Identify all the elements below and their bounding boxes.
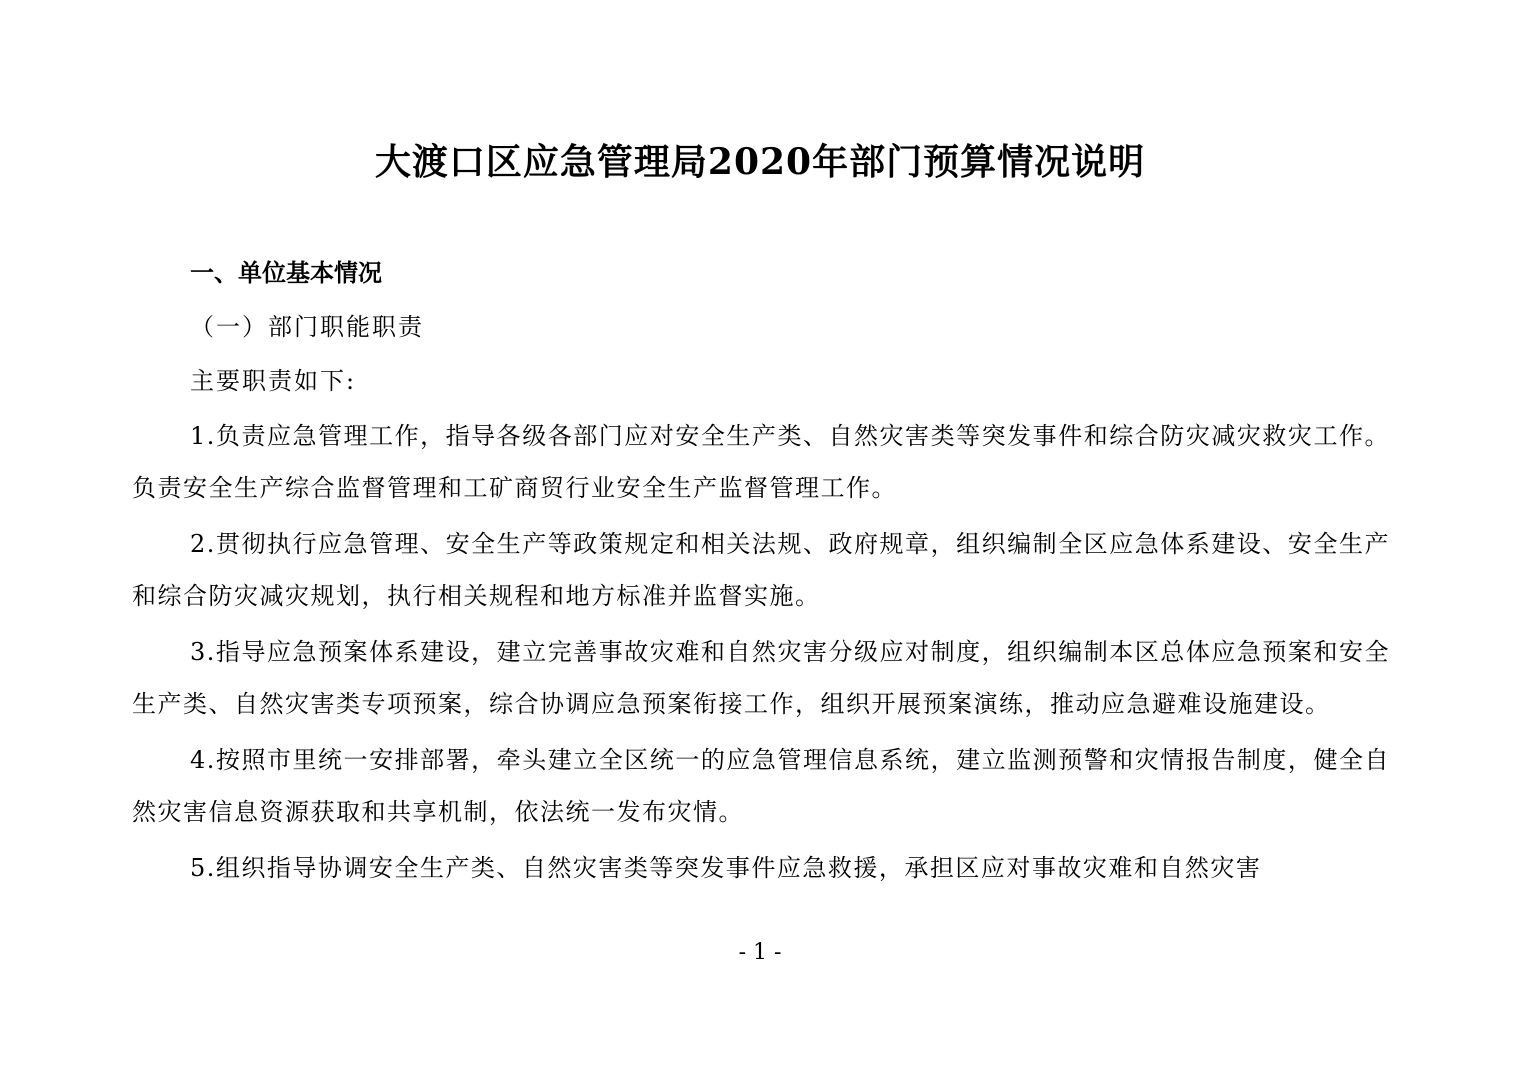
section-heading: 一、单位基本情况 (190, 259, 382, 287)
paragraph-1: 1.负责应急管理工作，指导各级各部门应对安全生产类、自然灾害类等突发事件和综合防灾减灾救灾工作。负责安全生产综合监督管理和工矿商贸行业安全生产监督管理工作。 (132, 422, 1390, 502)
paragraph-3: 3.指导应急预案体系建设，建立完善事故灾难和自然灾害分级应对制度，组织编制本区总体应急预案和安全生产类、自然灾害类专项预案，综合协调应急预案衔接工作，组织开展预案演练，推动应急避难设施建设。 (132, 638, 1390, 718)
paragraph-5: 5.组织指导协调安全生产类、自然灾害类等突发事件应急救援，承担区应对事故灾难和自然灾害 (190, 854, 1262, 882)
document-title: 大渡口区应急管理局2020年部门预算情况说明 (374, 141, 1146, 183)
paragraph-4: 4.按照市里统一安排部署，牵头建立全区统一的应急管理信息系统，建立监测预警和灾情报告制度，健全自然灾害信息资源获取和共享机制，依法统一发布灾情。 (132, 746, 1390, 826)
intro-line: 主要职责如下: (190, 367, 357, 395)
document-body (132, 248, 1390, 898)
paragraph-2: 2.贯彻执行应急管理、安全生产等政策规定和相关法规、政府规章，组织编制全区应急体系建设、安全生产和综合防灾减灾规划，执行相关规程和地方标准并监督实施。 (132, 530, 1390, 610)
page-number: - 1 - (738, 940, 782, 965)
sub-heading: （一）部门职能职责 (190, 313, 424, 341)
